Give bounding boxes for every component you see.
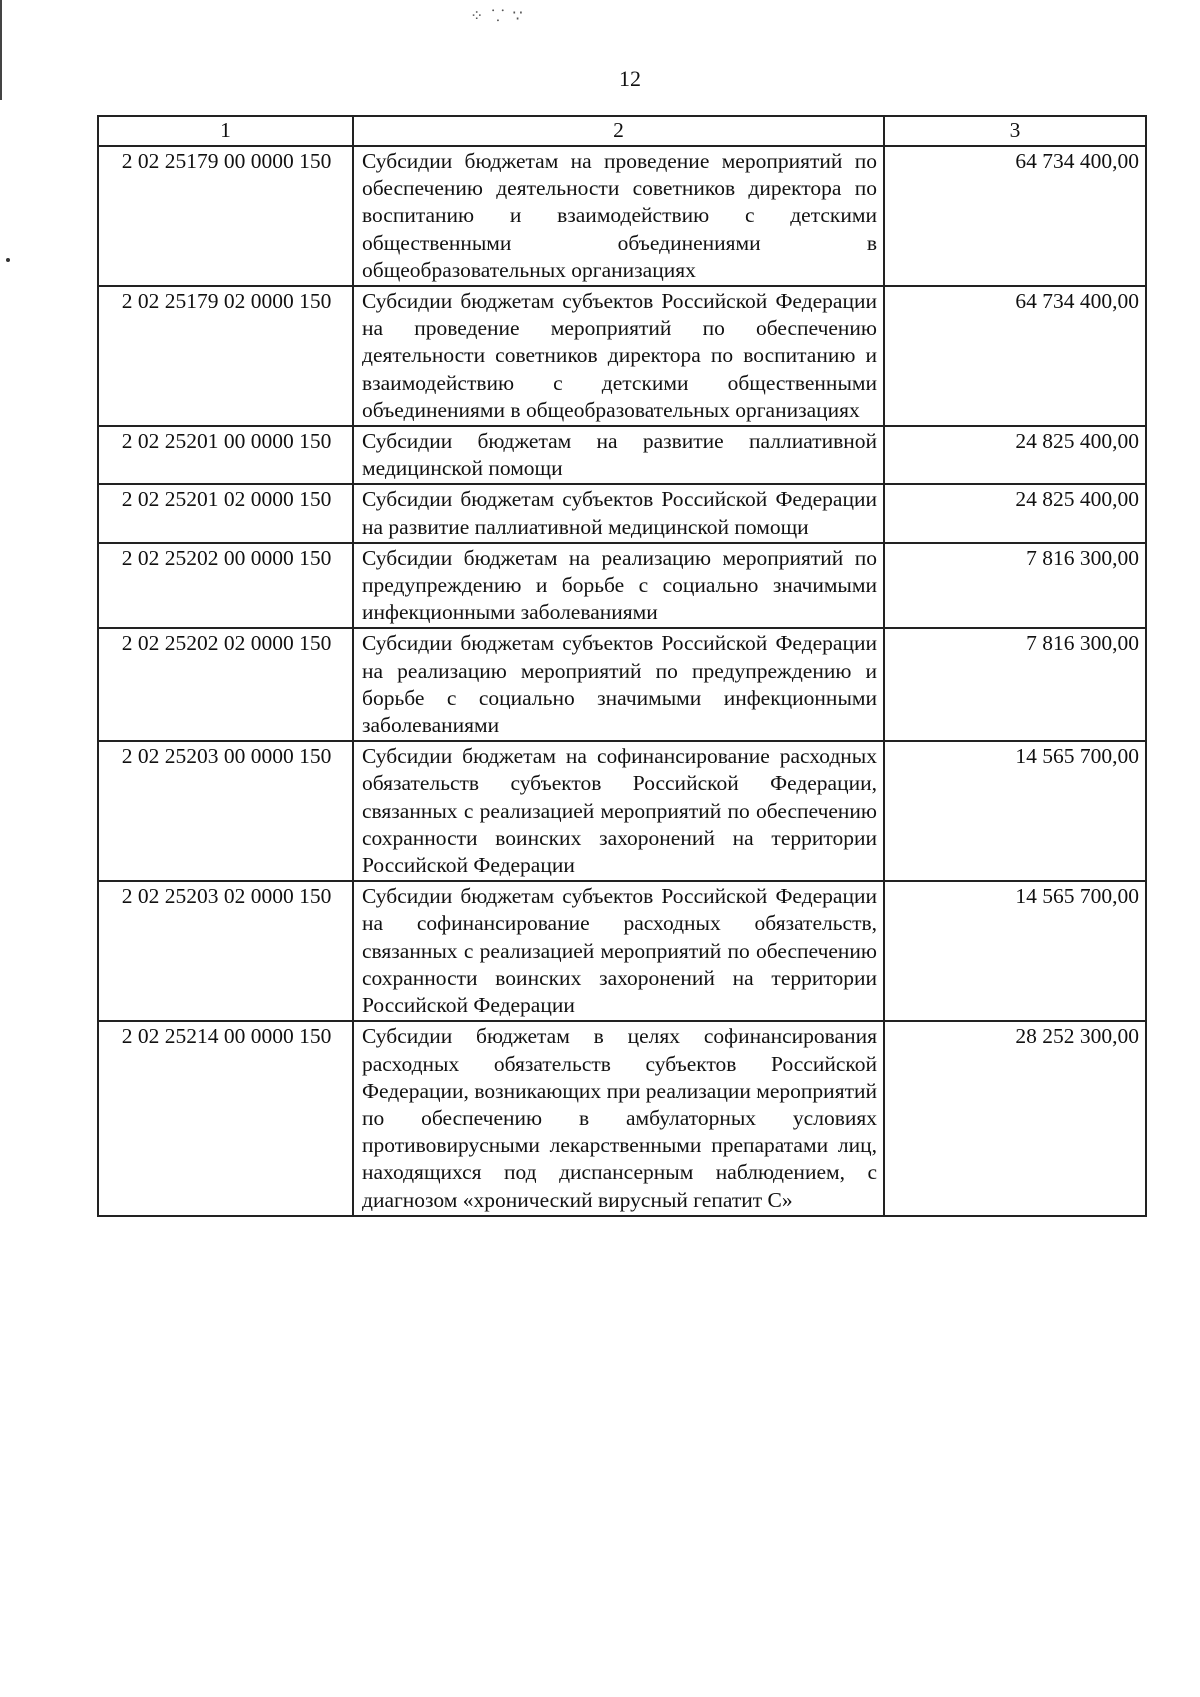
table-body <box>98 146 1146 1216</box>
amount: 24 825 400,00 <box>884 426 1146 484</box>
header-column-1: 1 <box>98 116 353 146</box>
income-name: Субсидии бюджетам субъектов Российской Федерации на проведение мероприятий по обеспечению деятельности советников директора по воспитанию и взаимодействию с детскими общественными объединениями в общеобразовательных организациях <box>353 286 884 426</box>
budget-code: 2 02 25202 02 0000 150 <box>98 628 353 741</box>
page-number: 12 <box>619 66 641 91</box>
amount: 28 252 300,00 <box>884 1021 1146 1215</box>
header-column-3: 3 <box>884 116 1146 146</box>
budget-code: 2 02 25201 00 0000 150 <box>98 426 353 484</box>
scan-margin-dot <box>6 258 10 262</box>
table-row <box>98 146 1146 286</box>
amount: 14 565 700,00 <box>884 741 1146 881</box>
budget-code: 2 02 25214 00 0000 150 <box>98 1021 353 1215</box>
income-name: Субсидии бюджетам на развитие паллиативной медицинской помощи <box>353 426 884 484</box>
budget-code: 2 02 25179 00 0000 150 <box>98 146 353 286</box>
amount: 24 825 400,00 <box>884 484 1146 542</box>
amount: 14 565 700,00 <box>884 881 1146 1021</box>
income-name: Субсидии бюджетам субъектов Российской Федерации на реализацию мероприятий по предупреждению и борьбе с социально значимыми инфекционными заболеваниями <box>353 628 884 741</box>
income-name: Субсидии бюджетам в целях софинансирования расходных обязательств субъектов Российской Федерации, возникающих при реализации мероприятий по обеспечению в амбулаторных условиях противовирусными лекарственными препаратами лиц, находящихся под диспансерным наблюдением, с диагнозом «хронический вирусный гепатит С» <box>353 1021 884 1215</box>
header-column-2: 2 <box>353 116 884 146</box>
table-row <box>98 881 1146 1021</box>
scan-specks: ⁘ ⸪ ∵ <box>470 8 525 25</box>
table-row <box>98 484 1146 542</box>
amount: 7 816 300,00 <box>884 543 1146 629</box>
table-header <box>98 116 1146 146</box>
income-name: Субсидии бюджетам субъектов Российской Федерации на софинансирование расходных обязательств, связанных с реализацией мероприятий по обеспечению сохранности воинских захоронений на территории Российской Федерации <box>353 881 884 1021</box>
table-row <box>98 426 1146 484</box>
table-row <box>98 628 1146 741</box>
budget-code: 2 02 25201 02 0000 150 <box>98 484 353 542</box>
amount: 64 734 400,00 <box>884 146 1146 286</box>
budget-code: 2 02 25203 02 0000 150 <box>98 881 353 1021</box>
amount: 64 734 400,00 <box>884 286 1146 426</box>
table-row <box>98 1021 1146 1215</box>
income-name: Субсидии бюджетам на реализацию мероприятий по предупреждению и борьбе с социально значимыми инфекционными заболеваниями <box>353 543 884 629</box>
table-row <box>98 286 1146 426</box>
income-name: Субсидии бюджетам на проведение мероприятий по обеспечению деятельности советников директора по воспитанию и взаимодействию с детскими общественными объединениями в общеобразовательных организациях <box>353 146 884 286</box>
income-name: Субсидии бюджетам субъектов Российской Федерации на развитие паллиативной медицинской помощи <box>353 484 884 542</box>
budget-table <box>97 115 1147 1217</box>
budget-code: 2 02 25203 00 0000 150 <box>98 741 353 881</box>
income-name: Субсидии бюджетам на софинансирование расходных обязательств субъектов Российской Федерации, связанных с реализацией мероприятий по обеспечению сохранности воинских захоронений на территории Российской Федерации <box>353 741 884 881</box>
table-row <box>98 543 1146 629</box>
amount: 7 816 300,00 <box>884 628 1146 741</box>
budget-code: 2 02 25179 02 0000 150 <box>98 286 353 426</box>
budget-code: 2 02 25202 00 0000 150 <box>98 543 353 629</box>
table-row <box>98 741 1146 881</box>
table-header-row <box>98 116 1146 146</box>
